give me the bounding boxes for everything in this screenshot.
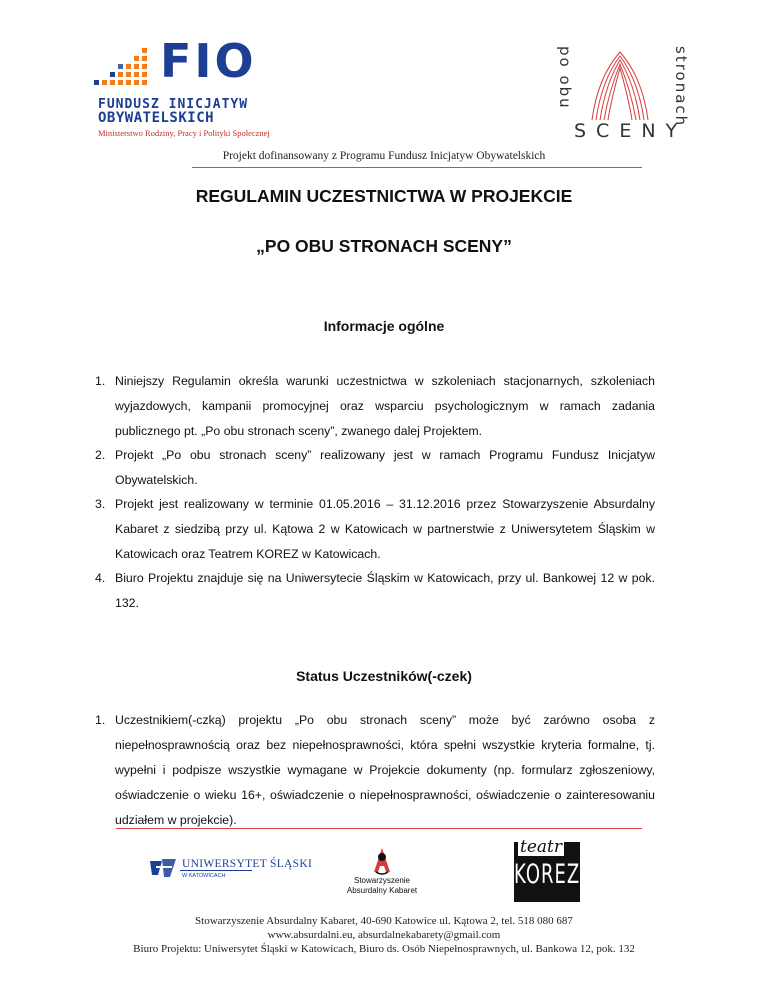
list-item: 2. Projekt „Po obu stronach sceny” realizowany jest w ramach Programu Fundusz Inicjatyw Obywatelskich. <box>95 448 655 487</box>
document-title: REGULAMIN UCZESTNICTWA W PROJEKCIE <box>195 186 573 206</box>
footer-address: Stowarzyszenie Absurdalny Kabaret, 40-690 Katowice ul. Kątowa 2, tel. 518 080 687 <box>195 915 573 927</box>
header-divider <box>192 167 642 168</box>
funding-note: Projekt dofinansowany z Programu Fundusz Inicjatyw Obywatelskich <box>222 150 546 162</box>
list-item: 3. Projekt jest realizowany w terminie 01.05.2016 – 31.12.2016 przez Stowarzyszenie Absurdalny Kabaret z siedzibą przy ul. Kątowa 2 w Katowicach w partnerstwie z Uniwersytetem Śląskim w Katowicach oraz Teatrem KOREZ w Katowicach. <box>95 497 655 561</box>
kabaret-name-line2: Absurdalny Kabaret <box>346 886 418 895</box>
sceny-top-text: po obu <box>556 46 574 110</box>
korez-top-text: teatr <box>520 837 562 857</box>
fio-wordmark: FIO <box>160 34 257 88</box>
list-item: 4. Biuro Projektu znajduje się na Uniwersytecie Śląskim w Katowicach, przy ul. Bankowej 12 w pok. 132. <box>95 571 655 610</box>
footer-divider <box>116 828 642 829</box>
list-item: 1. Niniejszy Regulamin określa warunki uczestnictwa w szkoleniach stacjonarnych, szkoleniach wyjazdowych, kampanii promocyjnej oraz wsparciu psychologicznym w ramach zadania publicznego pt. „Po obu stronach sceny”, zwanego dalej Projektem. <box>95 374 655 438</box>
fio-ministry-line: Ministerstwo Rodziny, Pracy i Polityki Społecznej <box>98 128 270 138</box>
fio-line-2: OBYWATELSKICH <box>98 110 215 126</box>
section-heading-general: Informacje ogólne <box>323 318 445 334</box>
section-heading-status: Status Uczestników(-czek) <box>296 668 472 684</box>
list-item: 1. Uczestnikiem(-czką) projektu „Po obu stronach sceny” może być zarówno osoba z niepełnosprawnością oraz bez niepełnosprawności, która spełni wszystkie kryteria formalne, tj. wypełni i podpisze wszystkie wymagane w Projekcie dokumenty (np. formularz zgłoszeniowy, oświadczenie o wieku 16+, oświadczenie o niepełnosprawności, oświadczenie o zainteresowaniu udziałem w projekcie). <box>95 713 655 827</box>
document-subtitle: „PO OBU STRONACH SCENY” <box>256 236 512 256</box>
university-name: UNIWERSYTET ŚLĄSKI <box>182 858 313 870</box>
sceny-bottom-text: SCENY <box>574 120 688 142</box>
kabaret-name-line1: Stowarzyszenie <box>353 876 411 885</box>
korez-main-text: KOREZ <box>514 858 581 891</box>
kabaret-mask-icon <box>370 846 394 876</box>
fio-dots-graphic <box>92 46 152 90</box>
university-city: W KATOWICACH <box>182 873 226 879</box>
footer-office: Biuro Projektu: Uniwersytet Śląski w Katowicach, Biuro ds. Osób Niepełnosprawnych, ul. Bankowa 12, pok. 132 <box>133 943 635 955</box>
footer-contact: www.absurdalni.eu, absurdalnekabarety@gmail.com <box>267 929 501 941</box>
university-logo-icon <box>148 857 178 879</box>
fio-line-1: FUNDUSZ INICJATYW <box>98 97 249 112</box>
sceny-side-text: stronach <box>672 46 690 128</box>
